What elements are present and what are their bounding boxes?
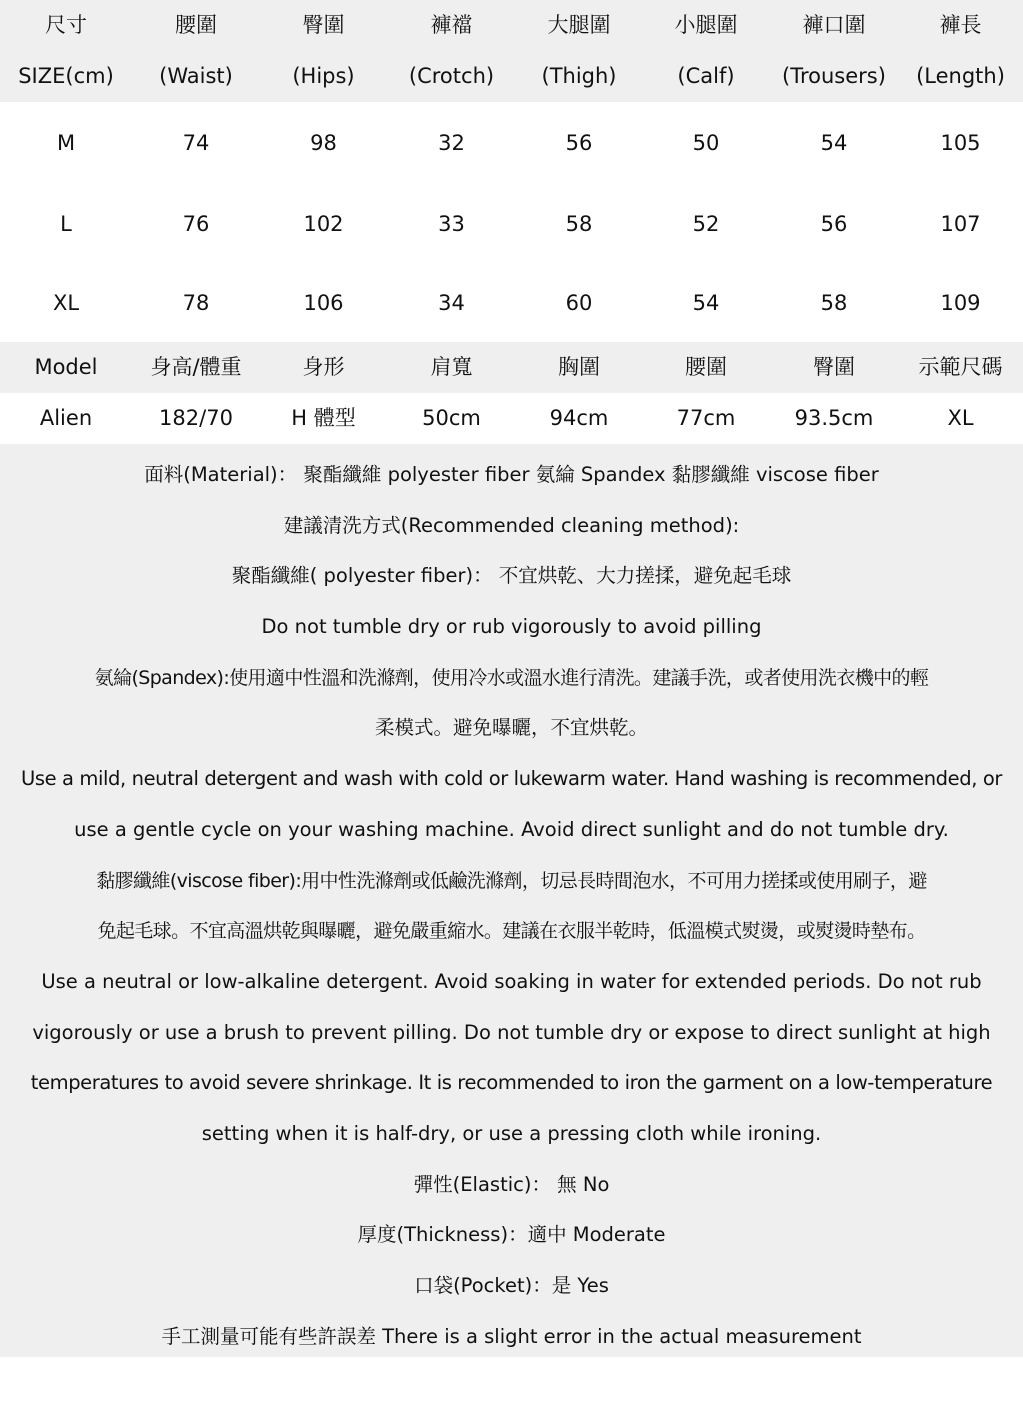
header-cell: 尺寸 <box>45 13 87 37</box>
hips-cell: 98 <box>310 130 337 155</box>
crotch-cell: 32 <box>438 130 465 155</box>
length-cell: 109 <box>940 290 981 315</box>
viscose-care-zh-2: 免起毛球。不宜高溫烘乾與曝曬，避免嚴重縮水。建議在衣服半乾時，低溫模式熨燙，或熨燙時墊布。 <box>97 920 926 943</box>
viscose-care-en-3: temperatures to avoid severe shrinkage. It is recommended to iron the garment on a low-temperature <box>30 1071 993 1095</box>
size-cell: XL <box>52 290 80 315</box>
header-cell: 褲襠 <box>430 13 473 37</box>
header-cell: 褲長 <box>939 13 982 37</box>
viscose-care-en-4: setting when it is half-dry, or use a pressing cloth while ironing. <box>201 1121 822 1145</box>
thickness-line: 厚度(Thickness)：適中 Moderate <box>357 1223 666 1247</box>
polyester-care-zh: 聚酯纖維( polyester fiber)： 不宜烘乾、大力搓揉，避免起毛球 <box>231 564 792 588</box>
spandex-care-en-1: Use a mild, neutral detergent and wash with cold or lukewarm water. Hand washing is recommended, or <box>21 767 1002 791</box>
sample-size-cell: XL <box>947 406 974 430</box>
model-row <box>0 393 1023 444</box>
header-cell: 身形 <box>302 355 345 379</box>
material-line: 面料(Material)： 聚酯纖維 polyester fiber 氨綸 Spandex 黏膠纖維 viscose fiber <box>144 463 879 486</box>
size-cell: M <box>56 130 76 155</box>
header-cell: 腰圍 <box>175 13 217 37</box>
trousers-cell: 54 <box>820 130 848 155</box>
body-type-cell: H 體型 <box>291 406 356 430</box>
waist-cell: 78 <box>182 290 210 315</box>
header-cell: 臀圍 <box>302 13 345 37</box>
hips-cell: 106 <box>303 290 344 315</box>
crotch-cell: 34 <box>438 290 465 315</box>
pocket-line: 口袋(Pocket)：是 Yes <box>414 1274 609 1297</box>
viscose-care-en-1: Use a neutral or low-alkaline detergent. Avoid soaking in water for extended periods. Do not rub <box>41 969 982 993</box>
spandex-care-zh-1: 氨綸(Spandex):使用適中性溫和洗滌劑，使用冷水或溫水進行清洗。建議手洗，或者使用洗衣機中的輕 <box>94 666 929 689</box>
trousers-cell: 58 <box>820 290 848 315</box>
spandex-care-en-2: use a gentle cycle on your washing machine. Avoid direct sunlight and do not tumble dry. <box>74 817 949 841</box>
header-cell: (Crotch) <box>408 64 495 88</box>
thigh-cell: 60 <box>565 290 593 315</box>
header-cell: 小腿圍 <box>674 13 738 37</box>
length-cell: 105 <box>940 130 981 155</box>
header-cell: (Thigh) <box>541 64 617 88</box>
chest-cell: 94cm <box>549 406 609 430</box>
length-cell: 107 <box>940 211 981 236</box>
shoulder-cell: 50cm <box>422 406 481 430</box>
size-table-header-en <box>0 51 1023 102</box>
product-notes <box>0 444 1023 1357</box>
header-cell: (Hips) <box>292 64 355 88</box>
height-weight-cell: 182/70 <box>159 406 233 430</box>
size-row-l <box>0 184 1023 264</box>
header-cell: 腰圍 <box>685 355 727 379</box>
model-name-cell: Alien <box>39 406 93 430</box>
polyester-care-en: Do not tumble dry or rub vigorously to avoid pilling <box>261 615 762 639</box>
elastic-line: 彈性(Elastic)： 無 No <box>413 1172 610 1196</box>
calf-cell: 50 <box>692 130 720 155</box>
measurement-error-note: 手工測量可能有些許誤差 There is a slight error in the actual measurement <box>161 1324 862 1348</box>
viscose-care-zh-1: 黏膠纖維(viscose fiber):用中性洗滌劑或低鹼洗滌劑，切忌長時間泡水，不可用力搓揉或使用刷子，避 <box>96 869 927 892</box>
header-cell: 臀圍 <box>813 355 855 379</box>
header-cell: 胸圍 <box>558 355 600 379</box>
hips-cell: 93.5cm <box>794 406 874 430</box>
waist-cell: 74 <box>182 130 210 155</box>
header-cell: 肩寬 <box>430 355 473 379</box>
header-cell: (Length) <box>916 64 1005 88</box>
header-cell: 褲口圍 <box>802 13 866 37</box>
waist-cell: 77cm <box>676 406 736 430</box>
header-cell: (Trousers) <box>782 64 886 88</box>
cleaning-method-heading: 建議清洗方式(Recommended cleaning method): <box>283 513 740 537</box>
header-cell: (Waist) <box>159 64 233 88</box>
size-table-header-zh <box>0 0 1023 51</box>
thigh-cell: 56 <box>565 130 593 155</box>
spandex-care-zh-2: 柔模式。避免曝曬，不宜烘乾。 <box>374 716 648 740</box>
size-row-m <box>0 102 1023 184</box>
model-table-header <box>0 342 1023 393</box>
header-cell: 大腿圍 <box>547 13 611 37</box>
size-row-xl <box>0 264 1023 342</box>
header-cell: (Calf) <box>677 64 735 88</box>
header-cell: 示範尺碼 <box>918 355 1003 379</box>
crotch-cell: 33 <box>438 211 465 236</box>
thigh-cell: 58 <box>565 211 593 236</box>
header-cell: SIZE(cm) <box>18 64 114 88</box>
viscose-care-en-2: vigorously or use a brush to prevent pilling. Do not tumble dry or expose to direct sunlight at high <box>32 1020 991 1044</box>
calf-cell: 54 <box>692 290 720 315</box>
calf-cell: 52 <box>692 211 720 236</box>
hips-cell: 102 <box>303 211 344 236</box>
waist-cell: 76 <box>182 211 210 236</box>
trousers-cell: 56 <box>820 211 848 236</box>
header-cell: Model <box>34 355 98 379</box>
size-cell: L <box>60 211 72 236</box>
header-cell: 身高/體重 <box>150 355 242 379</box>
